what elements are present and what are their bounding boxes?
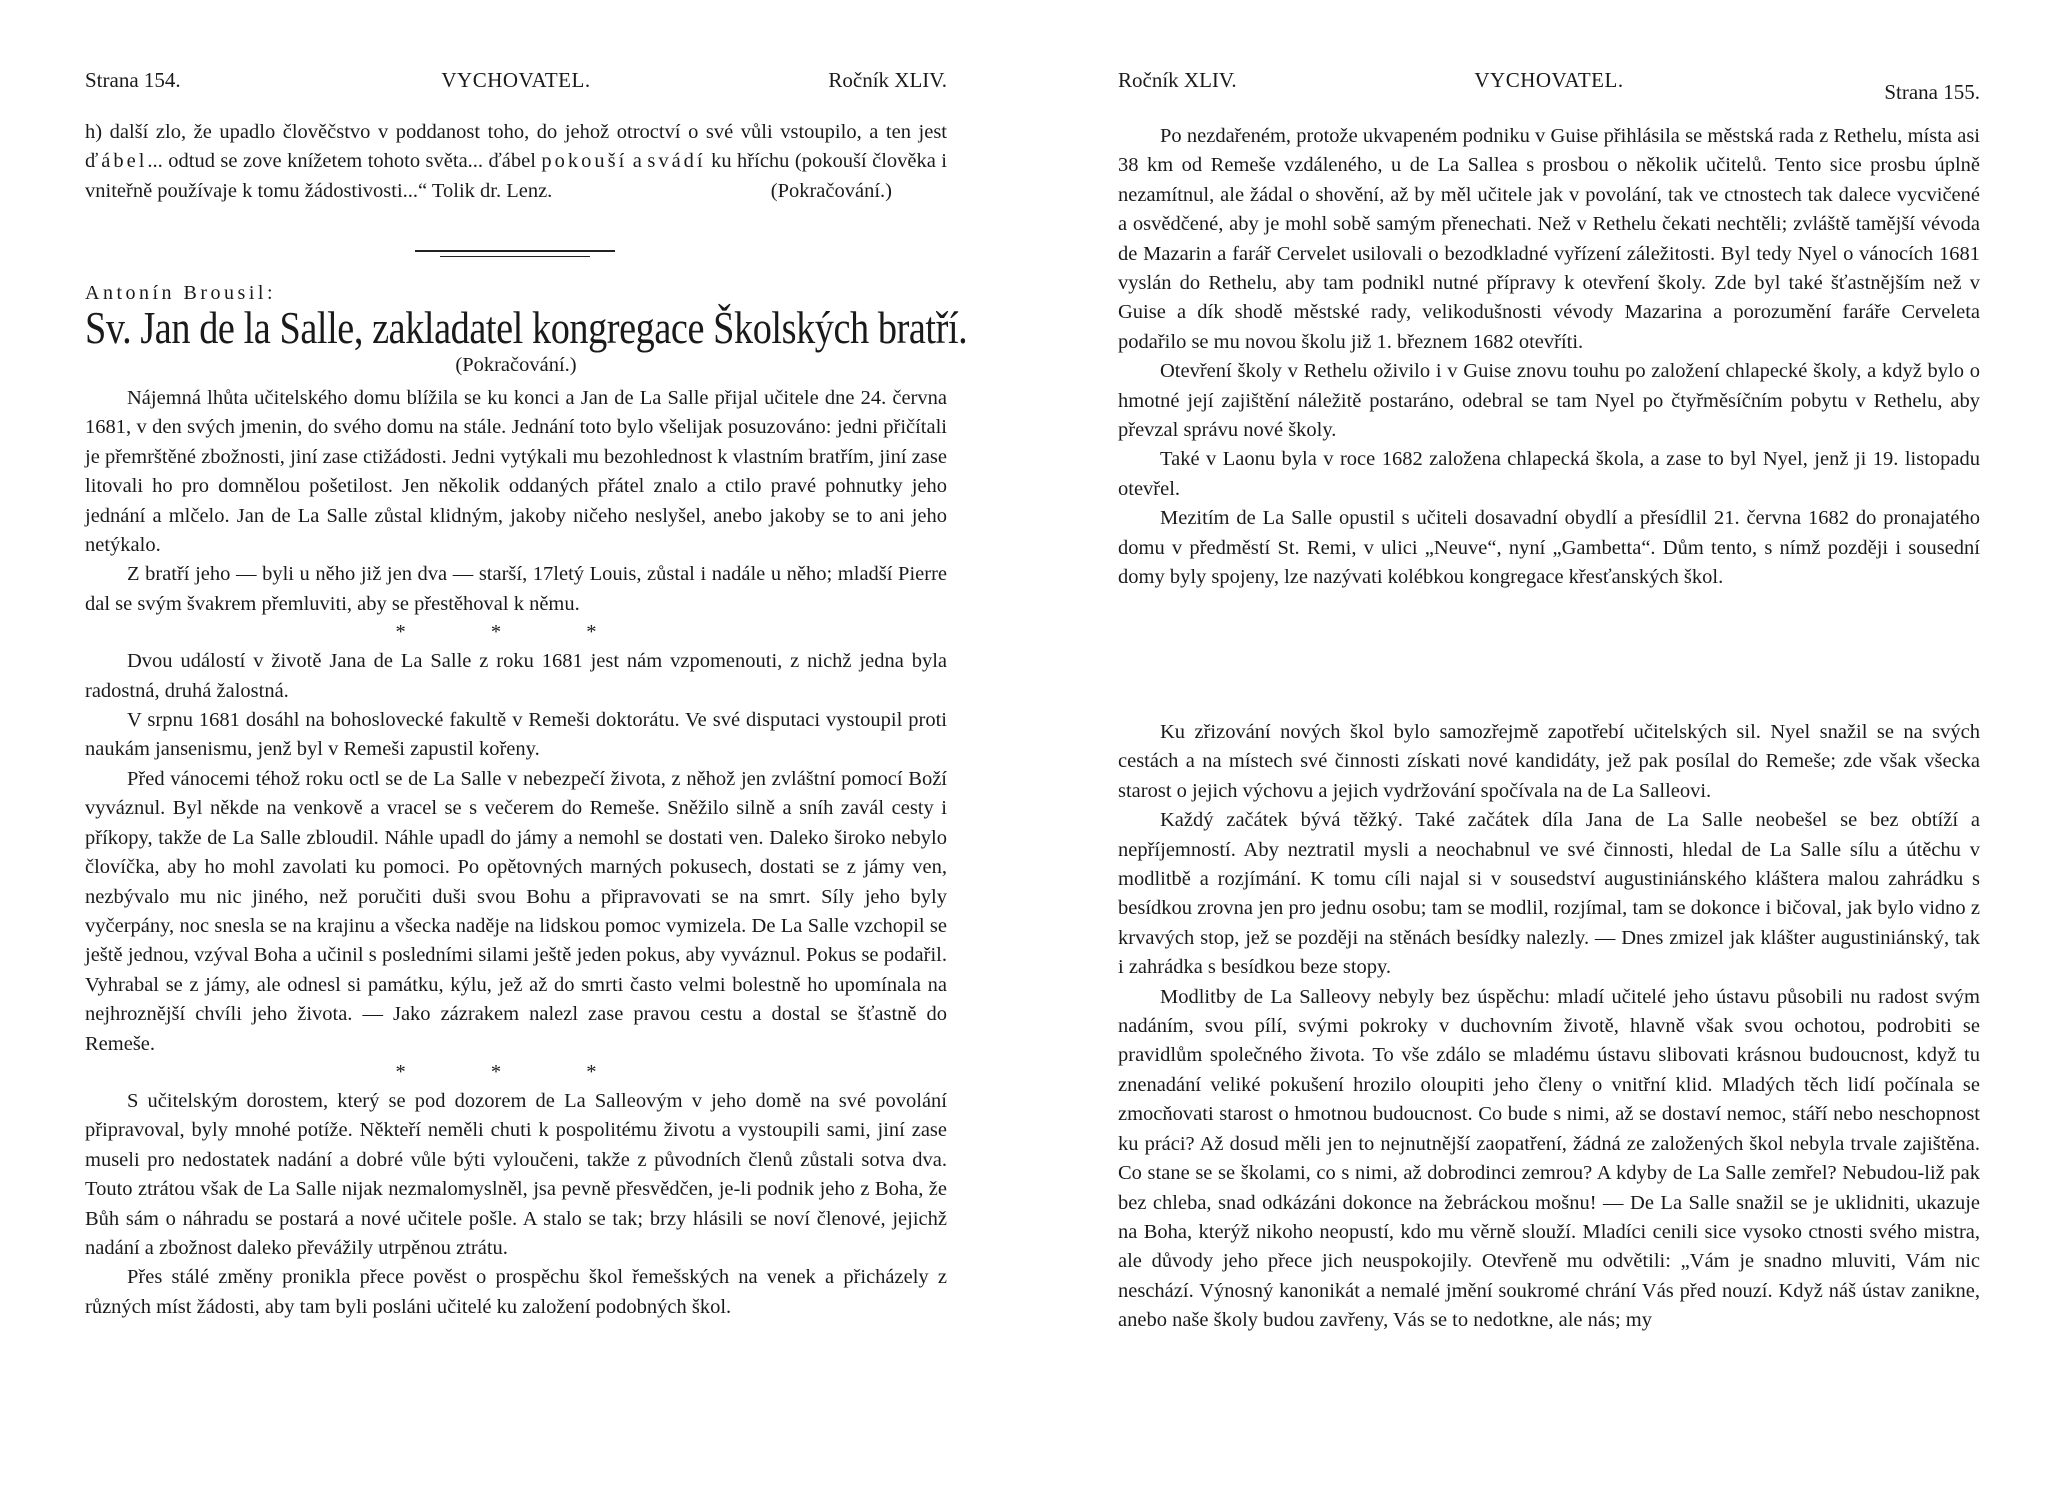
paragraph: Před vánocemi téhož roku octl se de La Salle v nebezpečí života, z něhož jen zvláštní pomocí Boží vyváznul. Byl někde na venkově a vracel se s večerem do Remeše. Sněžilo silně a sníh zavál cesty i příkopy, takže de La Salle zbloudil. Náhle upadl do jámy a nemohl se dostati ven. Daleko široko nebylo človíčka, aby ho mohl zavolati ku pomoci. Po opětovných marných pokusech, dostati se z jámy ven, nezbývalo mu nic jiného, než poručiti duši svou Bohu a připravovati se na smrt. Síly jeho byly vyčerpány, noc snesla se na krajinu a všecka naděje na lidskou pomoc vymizela. De La Salle vzchopil se ještě jednou, vzýval Boha a učinil s posledními silami ještě jeden pokus, aby vyváznul. Pokus se podařil. Vyhrabal se z jámy, ale odnesl si památku, kýlu, jež až do smrti často velmi bolestně ho upomínala na nejhroznější chvíli jeho života. — Jako zázrakem nalezl zase pravou cestu a dostal se šťastně do Remeše. <box>85 767 947 1055</box>
journal-title: VYCHOVATEL. <box>441 68 591 92</box>
paragraph: Po nezdařeném, protože ukvapeném podniku v Guise přihlásila se městská rada z Rethelu, místa asi 38 km od Remeše vzdáleného, u de La Sallea s prosbou o několik učitelů. Tento sice prosbu úplně nezamítnul, ale žádal o shovění, až by měl učitele jak v povolání, tak ve ctnostech tak dalece vycvičené a osvědčené, aby je mohl sobě samým přenechati. Než v Rethelu čekati nechtěli; zvláště tamější vévoda de Mazarin a farář Cervelet usilovali o bezodkladné vyřízení záležitosti. Byl tedy Nyel o vánocích 1681 vyslán do Rethelu, aby tam podnikl nutné přípravy k otevření školy. Zde byl také šťastnějším než v Guise a dík shodě městské rady, velikodušnosti vévody Mazarina a porozumění faráře Cerveleta podařilo se mu novou školu již 1. březnem 1682 otevříti. <box>1118 125 1980 353</box>
paragraph: Ku zřizování nových škol bylo samozřejmě zapotřebí učitelských sil. Nyel snažil se na svých cestách a na místech své činnosti získati nové kandidáty, jež pak posílal do Remeše; zde však všecka starost o jejich výchovu a jejich vydržování spočívala na de La Salleovi. <box>1118 721 1980 802</box>
paragraph: Z bratří jeho — byli u něho již jen dva — starší, 17letý Louis, zůstal i nadále u něho; mladší Pierre dal se svým švakrem přemluviti, aby se přestěhoval k němu. <box>85 563 947 615</box>
left-running-head <box>85 68 947 100</box>
paragraph: Otevření školy v Rethelu oživilo i v Guise znovu touhu po založení chlapecké školy, a když bylo o hmotné její zajištění náležitě postaráno, odebral se tam Nyel po čtyřměsíčním pobytu v Rethelu, aby převzal správu nové školy. <box>1118 360 1980 442</box>
right-running-head <box>1118 68 1980 104</box>
journal-title: VYCHOVATEL. <box>1474 68 1624 92</box>
volume: Ročník XLIV. <box>1118 68 1237 92</box>
volume: Ročník XLIV. <box>828 68 947 92</box>
paragraph: Mezitím de La Salle opustil s učiteli dosavadní obydlí a přesídlil 21. června 1682 do pronajatého domu v předměstí St. Remi, v ulici „Neuve“, nyní „Gambetta“. Dům tento, s nímž později i sousední domy byly spojeny, lze nazývati kolébkou kongregace křesťanských škol. <box>1118 507 1980 589</box>
article-author: Antonín Brousil: <box>85 282 277 304</box>
paragraph: S učitelským dorostem, který se pod dozorem de La Salleovým v jeho domě na své povolání připravoval, byly mnohé potíže. Někteří neměli chuti k pospolitému životu a vystoupili sami, jiní zase museli pro nedostatek nadání a dobré vůle býti vyloučeni, takže z původních členů zůstali sotva dva. Touto ztrátou však de La Salle nijak nezmalomyslněl, jsa pevně přesvědčen, je-li podnik jeho z Boha, že Bůh sám o náhradu se postará a nové učitele pošle. A stalo se tak; brzy hlásili se noví členové, jejichž nadání a zbožnost daleko převážily utrpěnou ztrátu. <box>85 1089 947 1259</box>
right-page <box>1118 0 1980 1500</box>
section-divider <box>415 250 615 261</box>
paragraph: Nájemná lhůta učitelského domu blížila se ku konci a Jan de La Salle přijal učitele dne 24. června 1681, v den svých jmenin, do svého domu na stále. Jednání toto bylo všelijak posuzováno: jedni přičítali je přemrštěné zbožnosti, jiní zase ctižádosti. Jedni vytýkali mu bezohlednost k vlastním bratřím, jiní zase litovali ho pro domnělou pošetilost. Jen několik oddaných přátel znalo a ctilo pravé pohnutky jeho jednání a mlčelo. Jan de La Salle zůstal klidným, jakoby ničeho neslyšel, anebo jakoby se to ani jeho netýkalo. <box>85 387 947 557</box>
paragraph: Každý začátek bývá těžký. Také začátek díla Jana de La Salle neobešel se bez obtíží a nepříjemností. Aby neztratil mysli a neochabnul ve své činnosti, hledal de La Salle sílu a útěchu v modlitbě a rozjímání. K tomu cíli najal si v sousedství augustiniánského kláštera malou zahrádku s besídkou zrovna jen pro jednu osobu; tam se modlil, rozjímal, tam se dokonce i bičoval, jak bylo vidno z krvavých stop, jež se později na stěnách besídky nalezly. — Dnes zmizel jak klášter augustiniánský, tak i zahrádka s besídkou beze stopy. <box>1118 809 1980 979</box>
quote-continuation <box>85 118 947 206</box>
paragraph: Dvou událostí v životě Jana de La Salle z roku 1681 jest nám vzpomenouti, z nichž jedna byla radostná, druhá žalostná. <box>85 650 947 702</box>
page-number: Strana 154. <box>85 68 181 92</box>
section-separator: * * * <box>395 621 637 644</box>
paragraph: V srpnu 1681 dosáhl na bohoslovecké fakultě v Remeši doktorátu. Ve své disputaci vystoupil proti naukám jansenismu, jenž byl v Remeši zapustil kořeny. <box>85 709 947 761</box>
paragraph: Přes stálé změny pronikla přece pověst o prospěchu škol řemešských na venek a přicházely z různých míst žádosti, aby tam byli posláni učitelé ku založení podobných škol. <box>85 1266 947 1318</box>
section-separator: * * * <box>395 1060 637 1083</box>
right-article-body-top <box>1118 122 1980 593</box>
quote-paragraph: h) další zlo, že upadlo člověčstvo v poddanost toho, do jehož otroctví o své vůli vstoupilo, a ten jest ďábel... odtud se zove knížetem tohoto světa... ďábel pokouší a svádí ku hříchu (pokouší člověka i vniteřně používaje k tomu žádostivosti...“ Tolik dr. Lenz. (Pokračování.) <box>85 118 947 206</box>
paragraph: Také v Laonu byla v roce 1682 založena chlapecká škola, a zase to byl Nyel, jenž ji 19. listopadu otevřel. <box>1118 448 1980 500</box>
left-article-body <box>85 384 947 1322</box>
left-page <box>85 0 968 1500</box>
article-title: Sv. Jan de la Salle, zakladatel kongregace Školských bratří. <box>85 303 968 353</box>
paragraph: Modlitby de La Salleovy nebyly bez úspěchu: mladí učitelé jeho ústavu působili nu radost svým nadáním, svou pílí, svými pokroky v duchovním životě, hlavně však svou ochotou, podrobiti se pravidlům společného života. To vše zdálo se mladému ústavu slibovati krásnou budoucnost, když tu znenadání veliké pokušení hrozilo oloupiti jeho členy o vnitřní klid. Mladých těch lidí počínala se zmocňovati starost o hmotnou budoucnost. Co bude s nimi, až se dostaví nemoc, stáří nebo neschopnost ku práci? Až dosud měli jen to nejnutnější zaopatření, žádná ze založených škol nebyla trvale zajištěna. Co stane se se školami, co s nimi, až dobrodinci zemrou? A kdyby de La Salle zemřel? Nebudou-liž pak bez chleba, snad odkázáni dokonce na žebráckou mošnu! — De La Salle snažil se je uklidniti, ukazuje na Boha, kterýž nikoho neopustí, kdo mu věrně slouží. Mladíci cenili sice vysoko ctnosti svého mistra, ale důvody jeho přece jich neuspokojily. Otevřeně mu odvětili: „Vám je snadno mluviti, Vám nic neschází. Výnosný kanonikát a nemalé jmění soukromé chrání Vás před nouzí. Když náš ústav zanikne, anebo naše školy budou zavřeny, Vás se to nedotkne, ale nás; my <box>1118 985 1980 1332</box>
page-number: Strana 155. <box>1884 80 1980 104</box>
article-continued-note: (Pokračování.) <box>455 354 577 376</box>
right-article-body-bottom <box>1118 718 1980 1336</box>
quote-continued-note: (Pokračování.) <box>770 179 892 202</box>
